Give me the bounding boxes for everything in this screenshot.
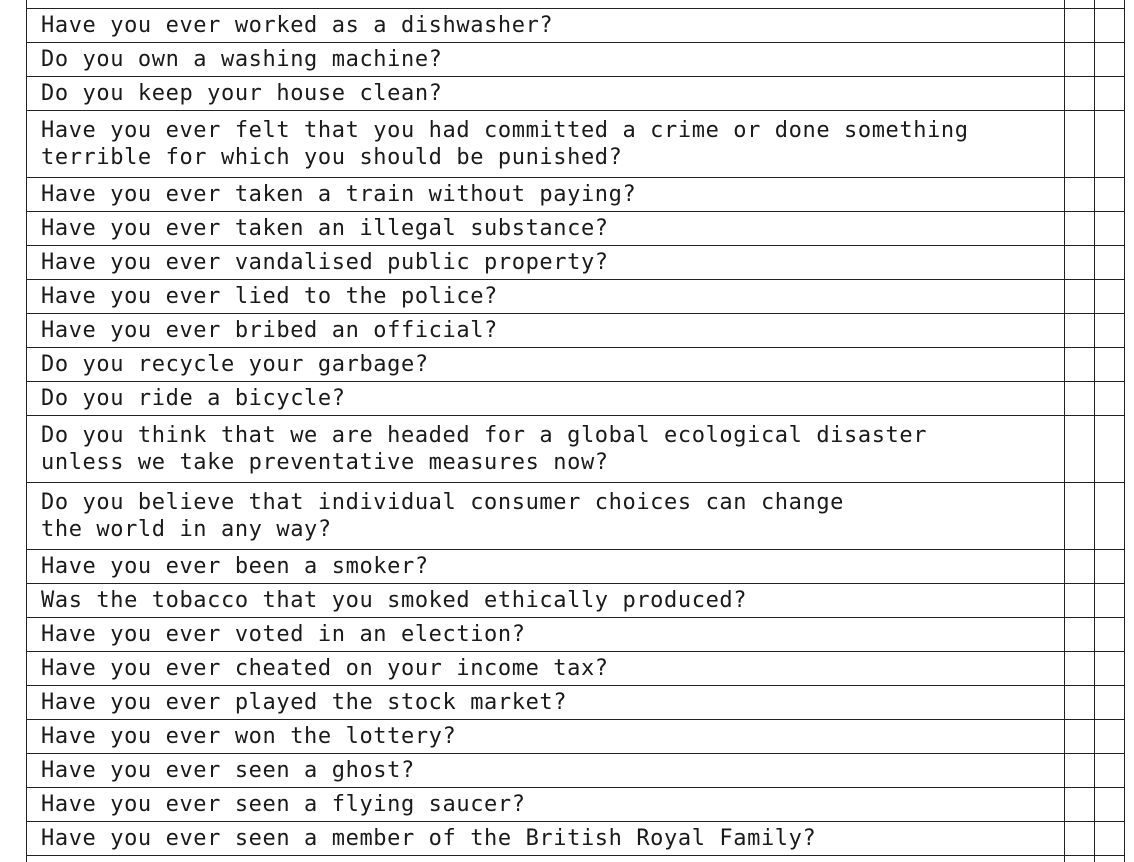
question-text: Have you ever felt that you had committed a crime or done something terrible for which you should be punished? xyxy=(27,111,1065,178)
answer-box-no[interactable] xyxy=(1095,382,1125,416)
answer-box-yes[interactable] xyxy=(1065,550,1095,584)
answer-box-yes[interactable] xyxy=(1065,856,1095,862)
question-row xyxy=(27,348,1125,382)
question-text: Do you keep your house clean? xyxy=(27,77,1065,111)
question-row xyxy=(27,584,1125,618)
answer-box-yes[interactable] xyxy=(1065,720,1095,754)
question-text: Have you ever seen a ghost? xyxy=(27,754,1065,788)
question-row xyxy=(27,856,1125,862)
answer-box-no[interactable] xyxy=(1095,0,1125,9)
question-row xyxy=(27,9,1125,43)
question-text: Was the tobacco that you smoked ethically produced? xyxy=(27,584,1065,618)
answer-box-yes[interactable] xyxy=(1065,822,1095,856)
answer-box-yes[interactable] xyxy=(1065,178,1095,212)
answer-box-yes[interactable] xyxy=(1065,618,1095,652)
answer-box-no[interactable] xyxy=(1095,314,1125,348)
question-row xyxy=(27,720,1125,754)
answer-box-yes[interactable] xyxy=(1065,111,1095,178)
question-text: Do you ride a bicycle? xyxy=(27,382,1065,416)
answer-box-yes[interactable] xyxy=(1065,754,1095,788)
question-rows xyxy=(27,0,1125,862)
answer-box-no[interactable] xyxy=(1095,754,1125,788)
question-row xyxy=(27,550,1125,584)
question-row xyxy=(27,111,1125,178)
question-row xyxy=(27,686,1125,720)
answer-box-no[interactable] xyxy=(1095,618,1125,652)
question-row xyxy=(27,382,1125,416)
question-text: Have you ever voted in an election? xyxy=(27,618,1065,652)
answer-box-no[interactable] xyxy=(1095,9,1125,43)
answer-box-no[interactable] xyxy=(1095,856,1125,862)
question-row xyxy=(27,212,1125,246)
answer-box-no[interactable] xyxy=(1095,348,1125,382)
question-text: Have you ever taken a train without paying? xyxy=(27,178,1065,212)
question-text: Have you ever played the stock market? xyxy=(27,686,1065,720)
answer-box-yes[interactable] xyxy=(1065,280,1095,314)
answer-box-no[interactable] xyxy=(1095,280,1125,314)
answer-box-no[interactable] xyxy=(1095,178,1125,212)
question-row xyxy=(27,314,1125,348)
answer-box-no[interactable] xyxy=(1095,720,1125,754)
question-text: Have you ever been a smoker? xyxy=(27,550,1065,584)
answer-box-yes[interactable] xyxy=(1065,652,1095,686)
answer-box-no[interactable] xyxy=(1095,246,1125,280)
question-row xyxy=(27,754,1125,788)
answer-box-no[interactable] xyxy=(1095,77,1125,111)
answer-box-yes[interactable] xyxy=(1065,246,1095,280)
answer-box-no[interactable] xyxy=(1095,584,1125,618)
answer-box-yes[interactable] xyxy=(1065,314,1095,348)
question-text: Have you ever vandalised public property? xyxy=(27,246,1065,280)
answer-box-yes[interactable] xyxy=(1065,788,1095,822)
question-text: Have you ever lied to the police? xyxy=(27,280,1065,314)
question-text: Have you ever seen a flying saucer? xyxy=(27,788,1065,822)
question-row xyxy=(27,416,1125,483)
question-row xyxy=(27,822,1125,856)
answer-box-yes[interactable] xyxy=(1065,348,1095,382)
answer-box-yes[interactable] xyxy=(1065,686,1095,720)
question-row xyxy=(27,618,1125,652)
question-text: Have you ever cheated on your income tax? xyxy=(27,652,1065,686)
answer-box-yes[interactable] xyxy=(1065,9,1095,43)
answer-box-no[interactable] xyxy=(1095,483,1125,550)
answer-box-no[interactable] xyxy=(1095,822,1125,856)
question-text: Do you recycle your garbage? xyxy=(27,348,1065,382)
question-text: Do you think that we are headed for a global ecological disaster unless we take preventative measures now? xyxy=(27,416,1065,483)
question-text: Do you believe that individual consumer choices can change the world in any way? xyxy=(27,483,1065,550)
question-row xyxy=(27,0,1125,9)
questionnaire-table xyxy=(26,0,1125,862)
answer-box-no[interactable] xyxy=(1095,686,1125,720)
question-text: Do you own a washing machine? xyxy=(27,43,1065,77)
question-row xyxy=(27,246,1125,280)
answer-box-yes[interactable] xyxy=(1065,382,1095,416)
question-text: Have you ever worked as a dishwasher? xyxy=(27,9,1065,43)
question-text xyxy=(27,0,1065,9)
answer-box-no[interactable] xyxy=(1095,550,1125,584)
question-text: Have you ever won the lottery? xyxy=(27,720,1065,754)
answer-box-yes[interactable] xyxy=(1065,77,1095,111)
question-row xyxy=(27,280,1125,314)
answer-box-no[interactable] xyxy=(1095,43,1125,77)
answer-box-yes[interactable] xyxy=(1065,483,1095,550)
question-text: Have you ever bribed an official? xyxy=(27,314,1065,348)
question-text: Have you ever seen a member of the British Royal Family? xyxy=(27,822,1065,856)
answer-box-yes[interactable] xyxy=(1065,584,1095,618)
answer-box-no[interactable] xyxy=(1095,416,1125,483)
question-text xyxy=(27,856,1065,862)
answer-box-no[interactable] xyxy=(1095,212,1125,246)
answer-box-yes[interactable] xyxy=(1065,43,1095,77)
answer-box-yes[interactable] xyxy=(1065,212,1095,246)
answer-box-no[interactable] xyxy=(1095,111,1125,178)
question-text: Have you ever taken an illegal substance? xyxy=(27,212,1065,246)
question-row xyxy=(27,788,1125,822)
question-row xyxy=(27,77,1125,111)
question-row xyxy=(27,652,1125,686)
question-row xyxy=(27,43,1125,77)
question-row xyxy=(27,483,1125,550)
answer-box-yes[interactable] xyxy=(1065,416,1095,483)
answer-box-no[interactable] xyxy=(1095,652,1125,686)
answer-box-yes[interactable] xyxy=(1065,0,1095,9)
answer-box-no[interactable] xyxy=(1095,788,1125,822)
question-row xyxy=(27,178,1125,212)
